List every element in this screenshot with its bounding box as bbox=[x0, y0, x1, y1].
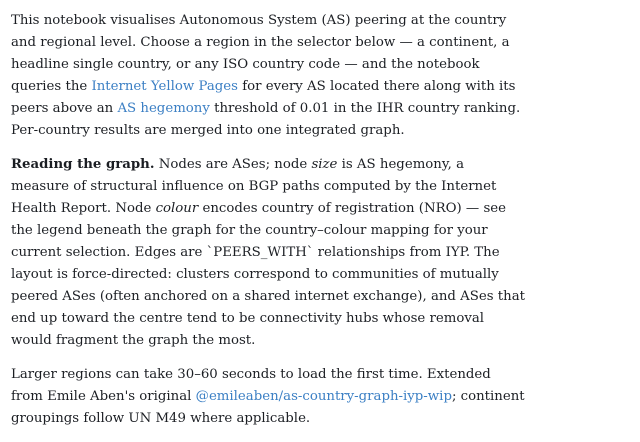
size-emphasis: size bbox=[311, 157, 338, 172]
intro-text-2: for every AS located there along with its peers above an bbox=[11, 79, 516, 116]
reading-paragraph bbox=[11, 154, 526, 352]
intro-text-3: threshold of 0.01 in the IHR country ranking. Per-country results are merged into one integrated graph. bbox=[11, 101, 521, 138]
reading-text-2: is AS hegemony, a measure of structural influence on BGP paths computed by the Internet Health Report. Node bbox=[11, 157, 497, 216]
notebook-text bbox=[11, 10, 526, 442]
intro-paragraph bbox=[11, 10, 526, 142]
as-hegemony-link[interactable]: AS hegemony bbox=[117, 101, 210, 116]
footer-text-1: Larger regions can take 30–60 seconds to load the first time. Extended from Emile Aben's original bbox=[11, 367, 491, 404]
colour-emphasis: colour bbox=[155, 201, 199, 216]
reading-text-1: Nodes are ASes; node bbox=[154, 157, 312, 172]
intro-text-1: This notebook visualises Autonomous System (AS) peering at the country and regional level. Choose a region in the selector below — a continent, a headline single country, or any ISO country code — and the notebook queries the bbox=[11, 13, 510, 94]
internet-yellow-pages-link[interactable]: Internet Yellow Pages bbox=[91, 79, 238, 94]
footer-text-2: ; continent groupings follow UN M49 where applicable. bbox=[11, 389, 525, 426]
emileaben-notebook-link[interactable]: @emileaben/as-country-graph-iyp-wip bbox=[195, 389, 452, 404]
reading-text-3: encodes country of registration (NRO) — see the legend beneath the graph for the country–colour mapping for your current selection. Edges are `PEERS_WITH` relationships from IYP. The layout is force-directed: clusters correspond to communities of mutually peered ASes (often anchored on a shared internet exchange), and ASes that end up toward the centre tend to be connectivity hubs whose removal would fragment the graph the most. bbox=[11, 201, 525, 348]
footer-paragraph bbox=[11, 364, 526, 430]
reading-heading: Reading the graph. bbox=[11, 157, 155, 172]
